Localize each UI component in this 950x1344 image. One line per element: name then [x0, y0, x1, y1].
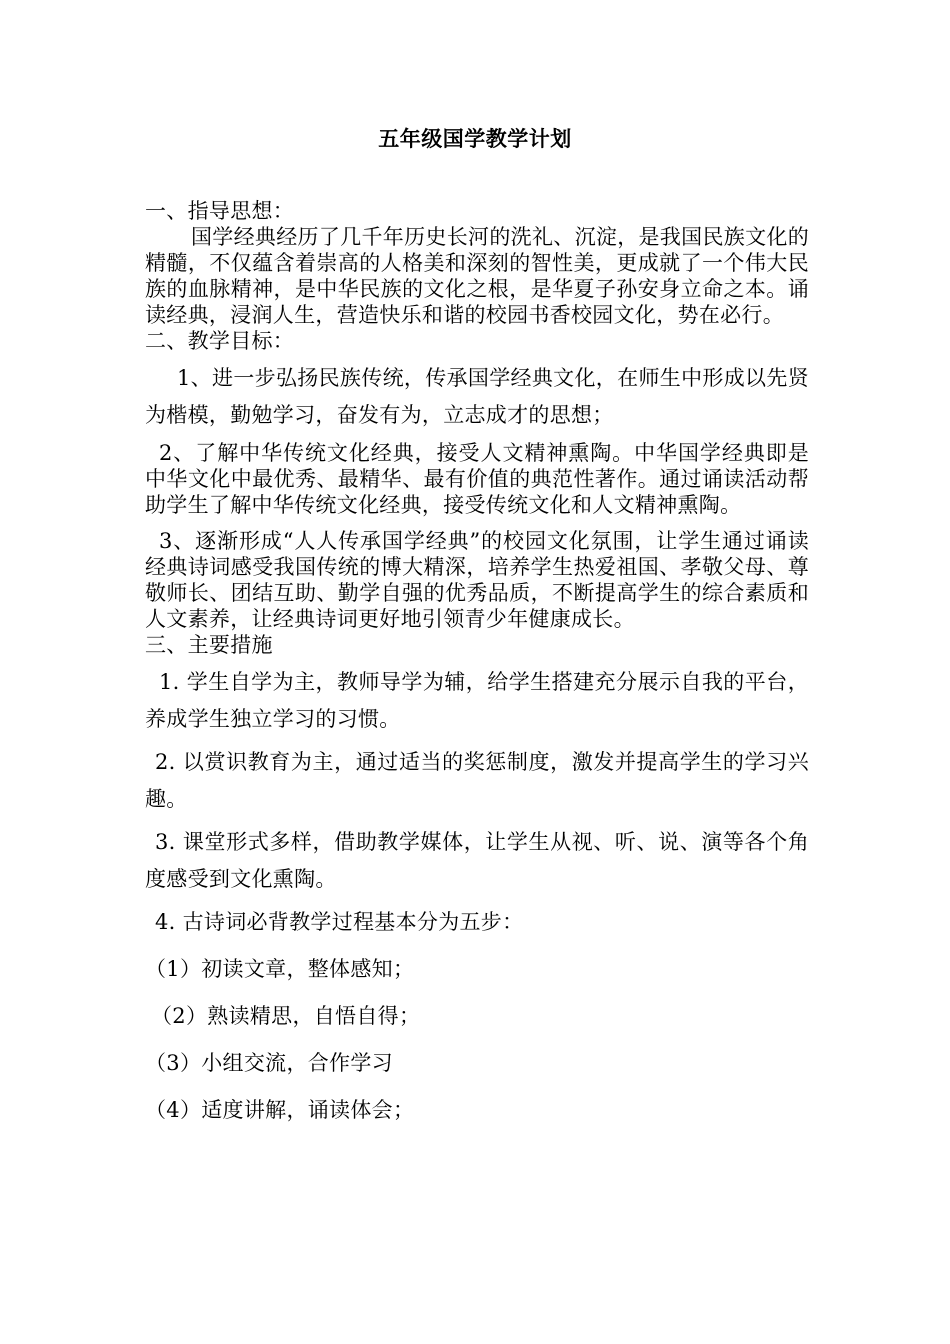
document-title: 五年级国学教学计划: [378, 126, 572, 151]
paragraph-measure-3: 3. 课堂形式多样，借助教学媒体，让学生从视、听、说、演等各个角度感受到文化熏陶。: [145, 830, 809, 891]
list-item-step-3: （3）小组交流，合作学习: [145, 1051, 393, 1075]
list-item-step-4: （4）适度讲解，诵读体会；: [145, 1098, 415, 1122]
paragraph-guiding-thought: 国学经典经历了几千年历史长河的洗礼、沉淀，是我国民族文化的精髓，不仅蕴含着崇高的人格美和深刻的智性美，更成就了一个伟大民族的血脉精神，是中华民族的文化之根，是华夏子孙安身立命之本。诵读经典，浸润人生，营造快乐和谐的校园书香校园文化，势在必行。: [145, 225, 809, 327]
section-heading-main-measures: 三、主要措施: [145, 633, 273, 657]
section-heading-guiding-thought: 一、指导思想：: [145, 199, 295, 223]
list-item-step-2: （2）熟读精思，自悟自得；: [151, 1004, 421, 1028]
document-body: [145, 198, 809, 1129]
paragraph-goal-2: 2、了解中华传统文化经典，接受人文精神熏陶。中华国学经典即是中华文化中最优秀、最精华、最有价值的典范性著作。通过诵读活动帮助学生了解中华传统文化经典，接受传统文化和人文精神熏陶。: [145, 441, 809, 517]
paragraph-measure-4: 4. 古诗词必背教学过程基本分为五步：: [155, 910, 524, 934]
section-heading-teaching-goals: 二、教学目标：: [145, 329, 295, 353]
paragraph-goal-1: 1、进一步弘扬民族传统，传承国学经典文化，在师生中形成以先贤为楷模，勤勉学习，奋发有为，立志成才的思想；: [145, 366, 809, 427]
paragraph-measure-1: 1. 学生自学为主，教师导学为辅，给学生搭建充分展示自我的平台，养成学生独立学习的习惯。: [145, 670, 809, 731]
list-item-step-1: （1）初读文章，整体感知；: [145, 957, 415, 981]
paragraph-goal-3: 3、逐渐形成“人人传承国学经典”的校园文化氛围，让学生通过诵读经典诗词感受我国传统的博大精深，培养学生热爱祖国、孝敬父母、尊敬师长、团结互助、勤学自强的优秀品质，不断提高学生的综合素质和人文素养，让经典诗词更好地引领青少年健康成长。: [145, 529, 809, 631]
paragraph-measure-2: 2. 以赏识教育为主，通过适当的奖惩制度，激发并提高学生的学习兴趣。: [145, 750, 809, 811]
